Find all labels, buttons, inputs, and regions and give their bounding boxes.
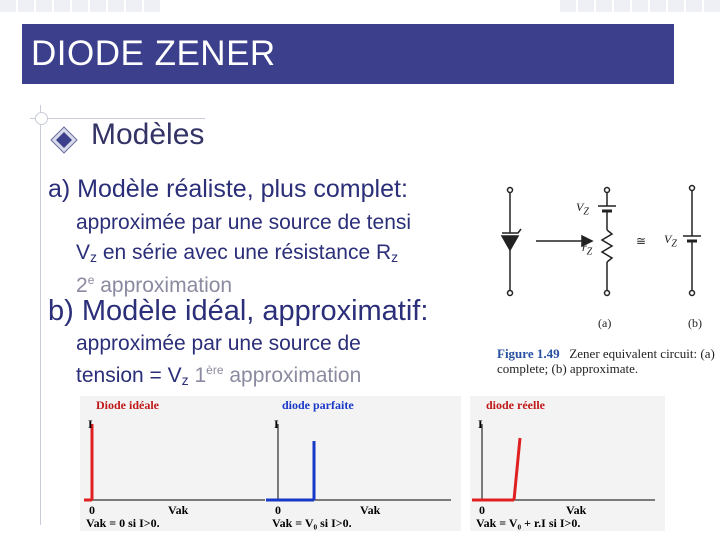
formula: Vak = V₀ + r.I si I>0.: [476, 516, 581, 530]
formula: Vak = 0 si I>0.: [86, 516, 160, 530]
section-b-title: b) Modèle idéal, approximatif:: [48, 295, 429, 327]
vz-label-a: $V_Z$: [576, 200, 589, 218]
rz-label: $r_Z$: [582, 240, 593, 258]
label-b: (b): [688, 316, 702, 330]
section-b-line1: approximée par une source de: [76, 332, 361, 355]
vz-label-b: $V_Z$: [664, 232, 677, 250]
diamond-bullet-icon: [50, 126, 78, 154]
section-heading: Modèles: [91, 118, 205, 151]
section-a-line1: approximée par une source de tensi: [76, 211, 412, 234]
corner-decoration-left: [0, 0, 175, 14]
y-axis-label: I: [274, 417, 279, 431]
graph-title: diode réelle: [486, 398, 545, 412]
slide-title: DIODE ZENER: [31, 34, 276, 73]
graph-title: Diode idéale: [96, 398, 159, 412]
label-a: (a): [598, 316, 612, 330]
graph-perfect-diode: [266, 396, 461, 531]
origin-label: 0: [275, 503, 281, 517]
graph-ideal-diode: [80, 396, 275, 531]
graph-title: diode parfaite: [282, 398, 354, 412]
formula: Vak = V₀ si I>0.: [272, 516, 352, 530]
decorative-vertical-line: [40, 105, 41, 525]
graph-real-diode: [470, 396, 665, 531]
origin-label: 0: [89, 503, 95, 517]
corner-decoration-right: [560, 0, 720, 14]
decorative-circle: [35, 112, 48, 125]
x-axis-label: Vak: [566, 503, 587, 517]
y-axis-label: I: [478, 417, 483, 431]
section-a-line2: $V_z$ en série avec une résistance $R_z$: [76, 241, 399, 265]
y-axis-label: I: [88, 417, 93, 431]
section-b-line2: tension = $V_z$ 1ère approximation: [76, 363, 362, 388]
figure-caption: Figure 1.49 Zener equivalent circuit: (a) complete; (b) approximate.: [497, 346, 715, 376]
section-a-title: a) Modèle réaliste, plus complet:: [48, 175, 408, 203]
section-a-line3: 2e approximation: [76, 273, 233, 297]
curve-slope: [514, 438, 520, 500]
origin-label: 0: [479, 503, 485, 517]
x-axis-label: Vak: [360, 503, 381, 517]
equivalent-symbol: ≅: [636, 234, 647, 248]
x-axis-label: Vak: [168, 503, 189, 517]
